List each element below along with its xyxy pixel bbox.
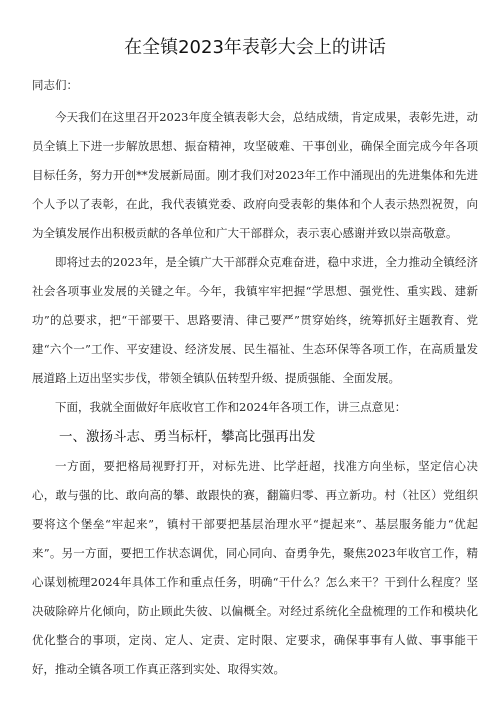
paragraph-review: 即将过去的2023年，是全镇广大干部群众克难奋进，稳中求进，全力推动全镇经济社会各项事业发展的关键之年。今年，我镇牢牢把握“学思想、强党性、重实践、建新功”的总要求，把“干部要干、思路要清、律己要严”贯穿始终，统筹抓好主题教育、党建“六个一”工作、平安建设、经济发展、民生福祉、生态环保等各项工作，在高质量发展道路上迈出坚实步伐，带领全镇队伍转型升级、提质强能、全面发展。 (32, 255, 478, 385)
section-heading-1: 一、激扬斗志、勇当标杆，攀高比强再出发 (59, 429, 316, 445)
salutation: 同志们： (32, 78, 78, 92)
document-title: 在全镇2023年表彰大会上的讲话 (124, 37, 386, 58)
paragraph-transition: 下面，我就全面做好年底收官工作和2024年各项工作，讲三点意见： (55, 400, 407, 414)
paragraph-section-1: 一方面，要把格局视野打开，对标先进、比学赶超，找准方向坐标，坚定信心决心，敢与强的比、敢向高的攀、敢跟快的赛，翻篇归零、再立新功。村（社区）党组织要将这个堡垒“牢起来”，镇村干部要把基层治理水平“提起来”、基层服务能力“优起来”。另一方面，要把工作状态调优，同心同向、奋勇争先，聚焦2023年收官工作，精心谋划梳理2024年具体工作和重点任务，明确“干什么？怎么来干？干到什么程度？坚决破除碎片化倾向，防止顾此失彼、以偏概全。对经过系统化全盘梳理的工作和模块化优化整合的事项，定岗、定人、定责、定时限、定要求，确保事事有人做、事事能干好，推动全镇各项工作真正落到实处、取得实效。 (32, 459, 478, 676)
paragraph-opening: 今天我们在这里召开2023年度全镇表彰大会，总结成绩，肯定成果，表彰先进，动员全镇上下进一步解放思想、振奋精神，攻坚破难、干事创业，确保全面完成今年各项目标任务，努力开创**发展新局面。刚才我们对2023年工作中涌现出的先进集体和先进个人予以了表彰，在此，我代表镇党委、政府向受表彰的集体和个人表示热烈祝贺，向为全镇发展作出积极贡献的各单位和广大干部群众，表示衷心感谢并致以崇高敬意。 (32, 110, 478, 240)
